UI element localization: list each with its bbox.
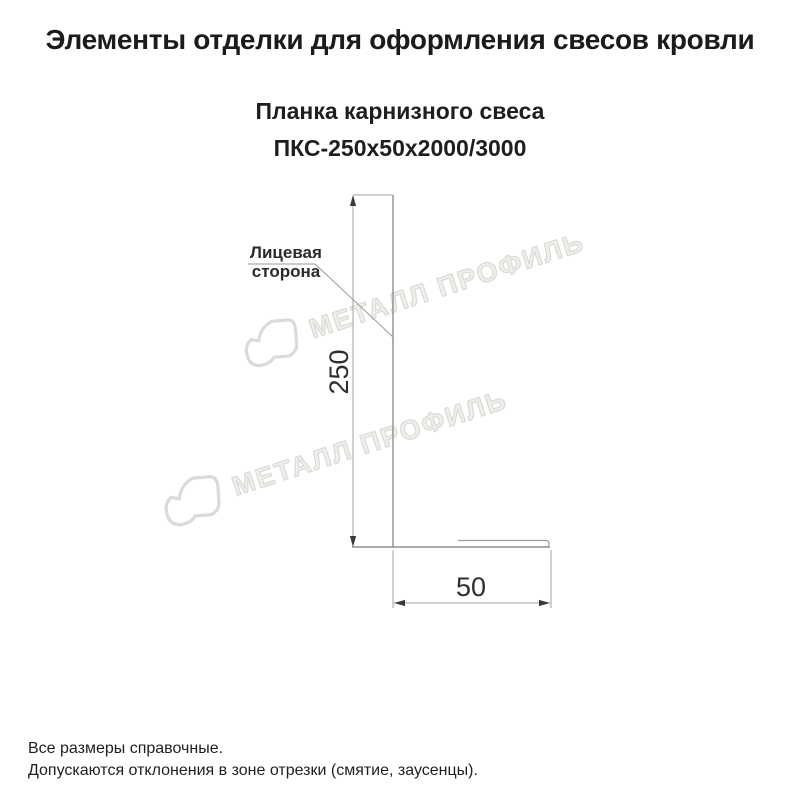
footer-note-line1: Все размеры справочные. <box>28 740 224 757</box>
watermark-text: МЕТАЛЛ ПРОФИЛЬ <box>305 226 589 344</box>
dim-height-arrow-down-icon <box>350 536 356 547</box>
product-code: ПКС-250х50х2000/3000 <box>273 135 527 161</box>
face-side-label-line1: Лицевая <box>250 243 322 262</box>
watermark-text: МЕТАЛЛ ПРОФИЛЬ <box>228 383 511 502</box>
face-side-label-line2: сторона <box>251 262 321 281</box>
face-side-label <box>240 243 332 281</box>
dim-width-value: 50 <box>455 572 487 602</box>
product-name: Планка карнизного свеса <box>255 98 545 124</box>
dim-height-arrow-up-icon <box>350 195 356 206</box>
footer-notes <box>28 738 478 781</box>
dim-width-arrow-right-icon <box>539 600 550 606</box>
dim-width-arrow-left-icon <box>394 600 405 606</box>
dim-height-value: 250 <box>324 349 354 395</box>
profile-hem-line <box>458 541 549 548</box>
page-title: Элементы отделки для оформления свесов кровли <box>45 24 755 55</box>
footer-note-line2: Допускаются отклонения в зоне отрезки (смятие, заусенцы). <box>28 761 478 779</box>
